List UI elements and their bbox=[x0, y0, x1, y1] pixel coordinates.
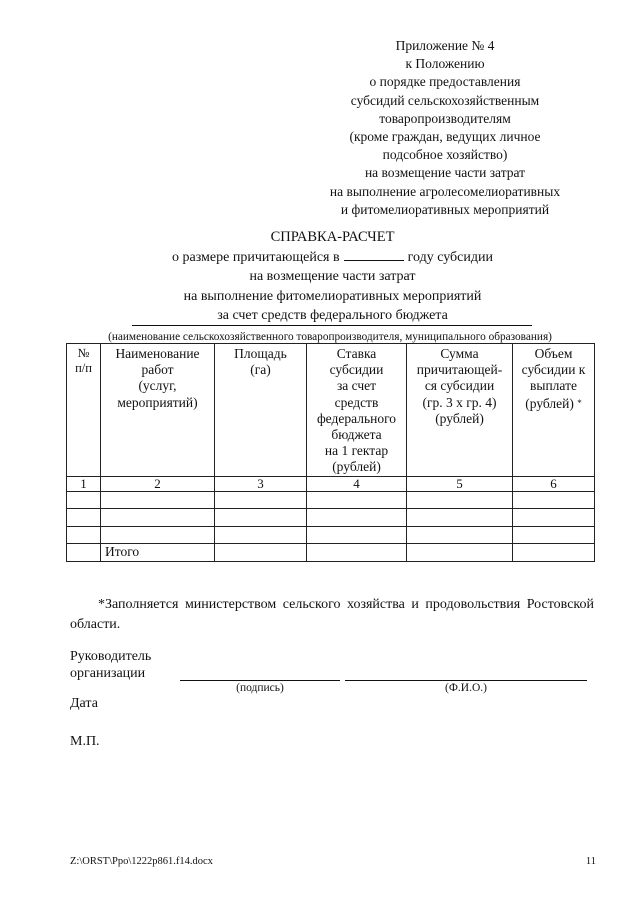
header-cell bbox=[215, 344, 307, 477]
signatory-label-line: организации bbox=[70, 666, 146, 681]
header-area: Площадь (га) bbox=[234, 346, 287, 378]
table-cell[interactable] bbox=[307, 509, 407, 527]
table-cell[interactable] bbox=[101, 526, 215, 544]
organization-name-field[interactable] bbox=[132, 325, 532, 326]
table-cell[interactable] bbox=[407, 491, 513, 509]
appendix-line: на возмещение части затрат bbox=[364, 165, 526, 181]
column-number: 2 bbox=[101, 476, 215, 491]
table-row bbox=[67, 509, 595, 527]
appendix-line: к Положению bbox=[405, 56, 485, 72]
column-number: 3 bbox=[215, 476, 307, 491]
table-cell[interactable] bbox=[513, 544, 595, 562]
table-cell[interactable] bbox=[513, 509, 595, 527]
table-cell[interactable] bbox=[67, 509, 101, 527]
table-cell[interactable] bbox=[67, 491, 101, 509]
table-header-row bbox=[67, 344, 595, 477]
document-heading bbox=[70, 228, 595, 326]
column-number: 6 bbox=[513, 476, 595, 491]
header-cell bbox=[307, 344, 407, 477]
table-cell[interactable] bbox=[307, 544, 407, 562]
appendix-line: на выполнение агролесомелиоративных bbox=[329, 183, 561, 199]
table-cell[interactable] bbox=[215, 544, 307, 562]
column-number: 1 bbox=[67, 476, 101, 491]
full-name-field[interactable] bbox=[345, 680, 587, 681]
signatory-label-line: Руководитель bbox=[70, 649, 152, 664]
table-cell[interactable] bbox=[67, 526, 101, 544]
table-cell[interactable] bbox=[513, 526, 595, 544]
date-label: Дата bbox=[70, 696, 98, 711]
appendix-line: (кроме граждан, ведущих личное bbox=[349, 129, 541, 145]
header-number: № п/п bbox=[75, 346, 92, 375]
table-cell[interactable] bbox=[215, 491, 307, 509]
column-number-row bbox=[67, 476, 595, 491]
table-cell[interactable] bbox=[407, 544, 513, 562]
organization-caption: (наименование сельскохозяйственного товаропроизводителя, муниципального образования) bbox=[108, 331, 552, 343]
header-cell bbox=[407, 344, 513, 477]
header-sum: Сумма причитающей- ся субсидии (гр. 3 х гр. 4) (рублей) bbox=[416, 346, 503, 426]
table-cell[interactable] bbox=[407, 526, 513, 544]
document-title: СПРАВКА-РАСЧЕТ bbox=[270, 229, 395, 245]
header-work-name: Наименование работ (услуг, мероприятий) bbox=[115, 346, 200, 410]
appendix-line: Приложение № 4 bbox=[395, 38, 495, 53]
table-row bbox=[67, 491, 595, 509]
heading-line: на возмещение части затрат bbox=[249, 269, 416, 284]
header-payout: Объем субсидии к выплате (рублей) bbox=[521, 346, 586, 411]
table-cell[interactable] bbox=[101, 509, 215, 527]
file-path: Z:\ORST\Ppo\1222p861.f14.docx bbox=[70, 856, 213, 867]
full-name-caption: (Ф.И.О.) bbox=[445, 682, 487, 694]
appendix-block bbox=[290, 37, 600, 219]
column-number: 5 bbox=[407, 476, 513, 491]
total-label: Итого bbox=[101, 544, 215, 562]
footnote-star: * bbox=[577, 397, 582, 408]
table-cell[interactable] bbox=[215, 526, 307, 544]
footnote-text: *Заполняется министерством сельского хозяйства и продовольствия Ростовской области. bbox=[70, 597, 594, 632]
year-blank-field[interactable] bbox=[344, 249, 404, 261]
signature-caption: (подпись) bbox=[236, 682, 284, 694]
table-cell[interactable] bbox=[307, 526, 407, 544]
appendix-line: о порядке предоставления bbox=[369, 74, 521, 90]
page-number: 11 bbox=[585, 856, 596, 867]
table-row bbox=[67, 526, 595, 544]
signature-field[interactable] bbox=[180, 680, 340, 681]
header-cell bbox=[513, 344, 595, 477]
heading-year-suffix: году субсидии bbox=[407, 249, 493, 265]
heading-line: за счет средств федерального бюджета bbox=[217, 308, 448, 323]
appendix-line: субсидий сельскохозяйственным bbox=[350, 92, 540, 108]
heading-year-prefix: о размере причитающейся в bbox=[172, 249, 340, 265]
appendix-line: подсобное хозяйство) bbox=[382, 147, 508, 163]
subsidy-table bbox=[66, 343, 595, 562]
column-number: 4 bbox=[307, 476, 407, 491]
table-cell[interactable] bbox=[215, 509, 307, 527]
table-cell[interactable] bbox=[307, 491, 407, 509]
table-cell[interactable] bbox=[407, 509, 513, 527]
appendix-line: и фитомелиоративных мероприятий bbox=[340, 201, 550, 217]
header-cell bbox=[101, 344, 215, 477]
table-cell[interactable] bbox=[513, 491, 595, 509]
heading-line: на выполнение фитомелиоративных мероприятий bbox=[183, 288, 482, 304]
stamp-label: М.П. bbox=[70, 734, 100, 749]
table-cell bbox=[67, 544, 101, 562]
signatory-label bbox=[70, 648, 151, 682]
table-cell[interactable] bbox=[101, 491, 215, 509]
appendix-line: товаропроизводителям bbox=[379, 110, 511, 126]
total-row bbox=[67, 544, 595, 562]
header-rate: Ставка субсидии за счет средств федерального бюджета на 1 гектар (рублей) bbox=[316, 346, 397, 475]
header-cell bbox=[67, 344, 101, 477]
heading-line-year bbox=[70, 248, 595, 268]
